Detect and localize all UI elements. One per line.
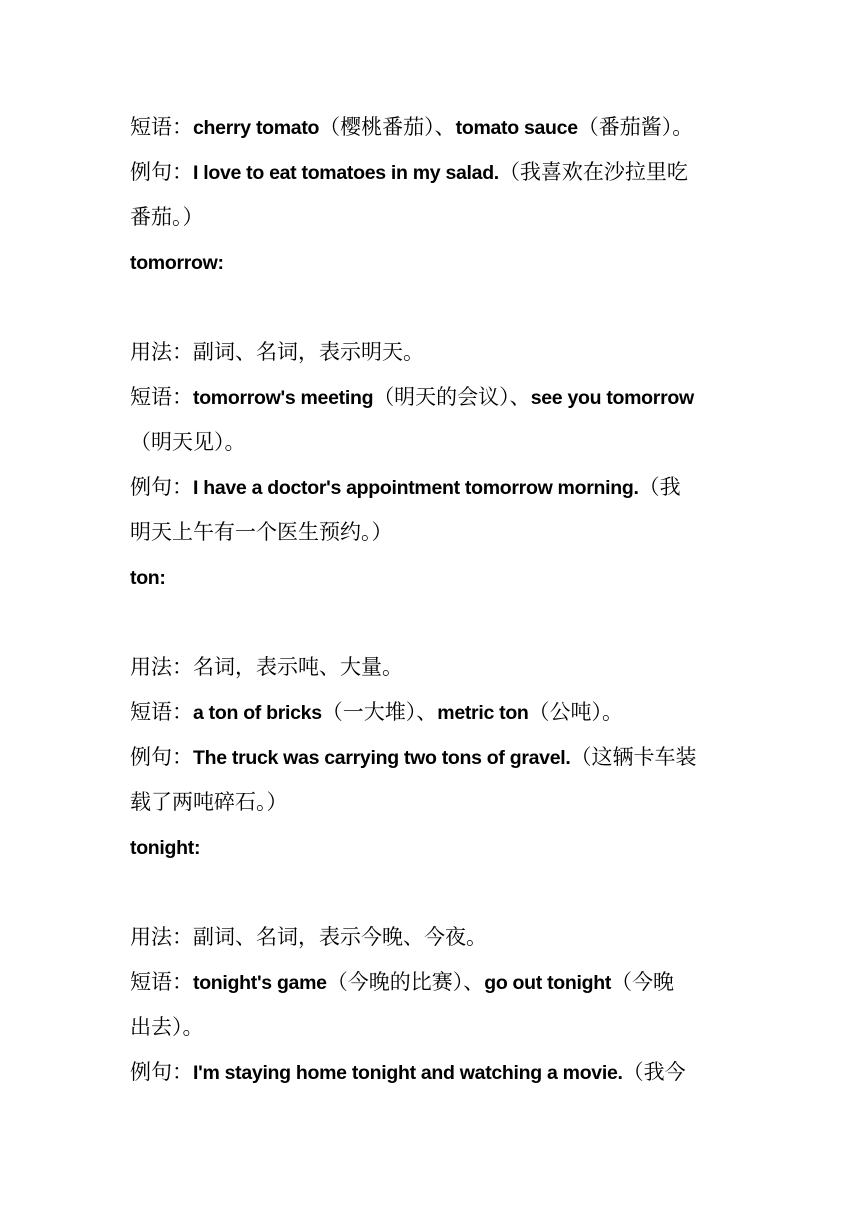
example-line-tomorrow <box>130 465 735 510</box>
chinese-gloss: （一大堆）、 <box>321 700 438 724</box>
spacer <box>130 285 735 330</box>
usage-text: 用法：名词，表示吨、大量。 <box>130 655 403 679</box>
english-example: I love to eat tomatoes in my salad. <box>193 162 499 184</box>
chinese-gloss: （今晚的比赛）、 <box>326 970 485 994</box>
headword-tomorrow <box>130 240 735 285</box>
english-phrase: metric ton <box>437 702 529 724</box>
document-page <box>130 105 735 1095</box>
english-phrase: go out tonight <box>484 972 612 994</box>
english-phrase: tomato sauce <box>455 117 578 139</box>
chinese-gloss: （明天的会议）、 <box>373 385 531 409</box>
label-phrase: 短语： <box>130 970 193 994</box>
label-example: 例句： <box>130 1060 193 1084</box>
phrase-line-ton <box>130 690 735 735</box>
chinese-gloss: 出去）。 <box>130 1015 204 1039</box>
chinese-translation: 番茄。） <box>130 205 204 229</box>
english-phrase: see you tomorrow <box>530 387 694 409</box>
usage-text: 用法：副词、名词，表示明天。 <box>130 340 424 364</box>
english-phrase: cherry tomato <box>193 117 320 139</box>
chinese-translation: （我今 <box>622 1060 686 1084</box>
label-example: 例句： <box>130 745 193 769</box>
spacer <box>130 870 735 915</box>
label-phrase: 短语： <box>130 700 193 724</box>
usage-line-tomorrow <box>130 330 735 375</box>
example-line-ton-cont <box>130 780 735 825</box>
english-phrase: tomorrow's meeting <box>193 387 374 409</box>
label-example: 例句： <box>130 475 193 499</box>
headword: tonight: <box>130 837 201 859</box>
chinese-gloss: （樱桃番茄）、 <box>319 115 456 139</box>
example-line-tomorrow-cont <box>130 510 735 555</box>
chinese-translation: （我喜欢在沙拉里吃 <box>498 160 688 184</box>
phrase-line-tomorrow-cont <box>130 420 735 465</box>
example-line-ton <box>130 735 735 780</box>
example-line-tomato-cont <box>130 195 735 240</box>
headword-tonight <box>130 825 735 870</box>
chinese-translation: （我 <box>638 475 681 499</box>
headword: ton: <box>130 567 166 589</box>
label-phrase: 短语： <box>130 385 193 409</box>
phrase-line-tomorrow <box>130 375 735 420</box>
chinese-gloss: （明天见）。 <box>130 430 246 454</box>
example-line-tonight <box>130 1050 735 1095</box>
label-example: 例句： <box>130 160 193 184</box>
chinese-translation: （这辆卡车装 <box>570 745 697 769</box>
phrase-line-tonight <box>130 960 735 1005</box>
english-example: I have a doctor's appointment tomorrow morning. <box>193 477 639 499</box>
label-phrase: 短语： <box>130 115 193 139</box>
spacer <box>130 600 735 645</box>
chinese-translation: 明天上午有一个医生预约。） <box>130 520 393 544</box>
english-phrase: tonight's game <box>193 972 327 994</box>
phrase-line-tonight-cont <box>130 1005 735 1050</box>
headword: tomorrow: <box>130 252 224 274</box>
usage-line-ton <box>130 645 735 690</box>
headword-ton <box>130 555 735 600</box>
english-example: The truck was carrying two tons of gravel. <box>193 747 571 769</box>
chinese-gloss: （今晚 <box>611 970 675 994</box>
chinese-gloss: （番茄酱）。 <box>577 115 694 139</box>
usage-text: 用法：副词、名词，表示今晚、今夜。 <box>130 925 487 949</box>
usage-line-tonight <box>130 915 735 960</box>
english-example: I'm staying home tonight and watching a movie. <box>193 1062 623 1084</box>
english-phrase: a ton of bricks <box>193 702 322 724</box>
example-line-tomato <box>130 150 735 195</box>
chinese-translation: 载了两吨碎石。） <box>130 790 288 814</box>
phrase-line-tomato <box>130 105 735 150</box>
chinese-gloss: （公吨）。 <box>528 700 624 724</box>
